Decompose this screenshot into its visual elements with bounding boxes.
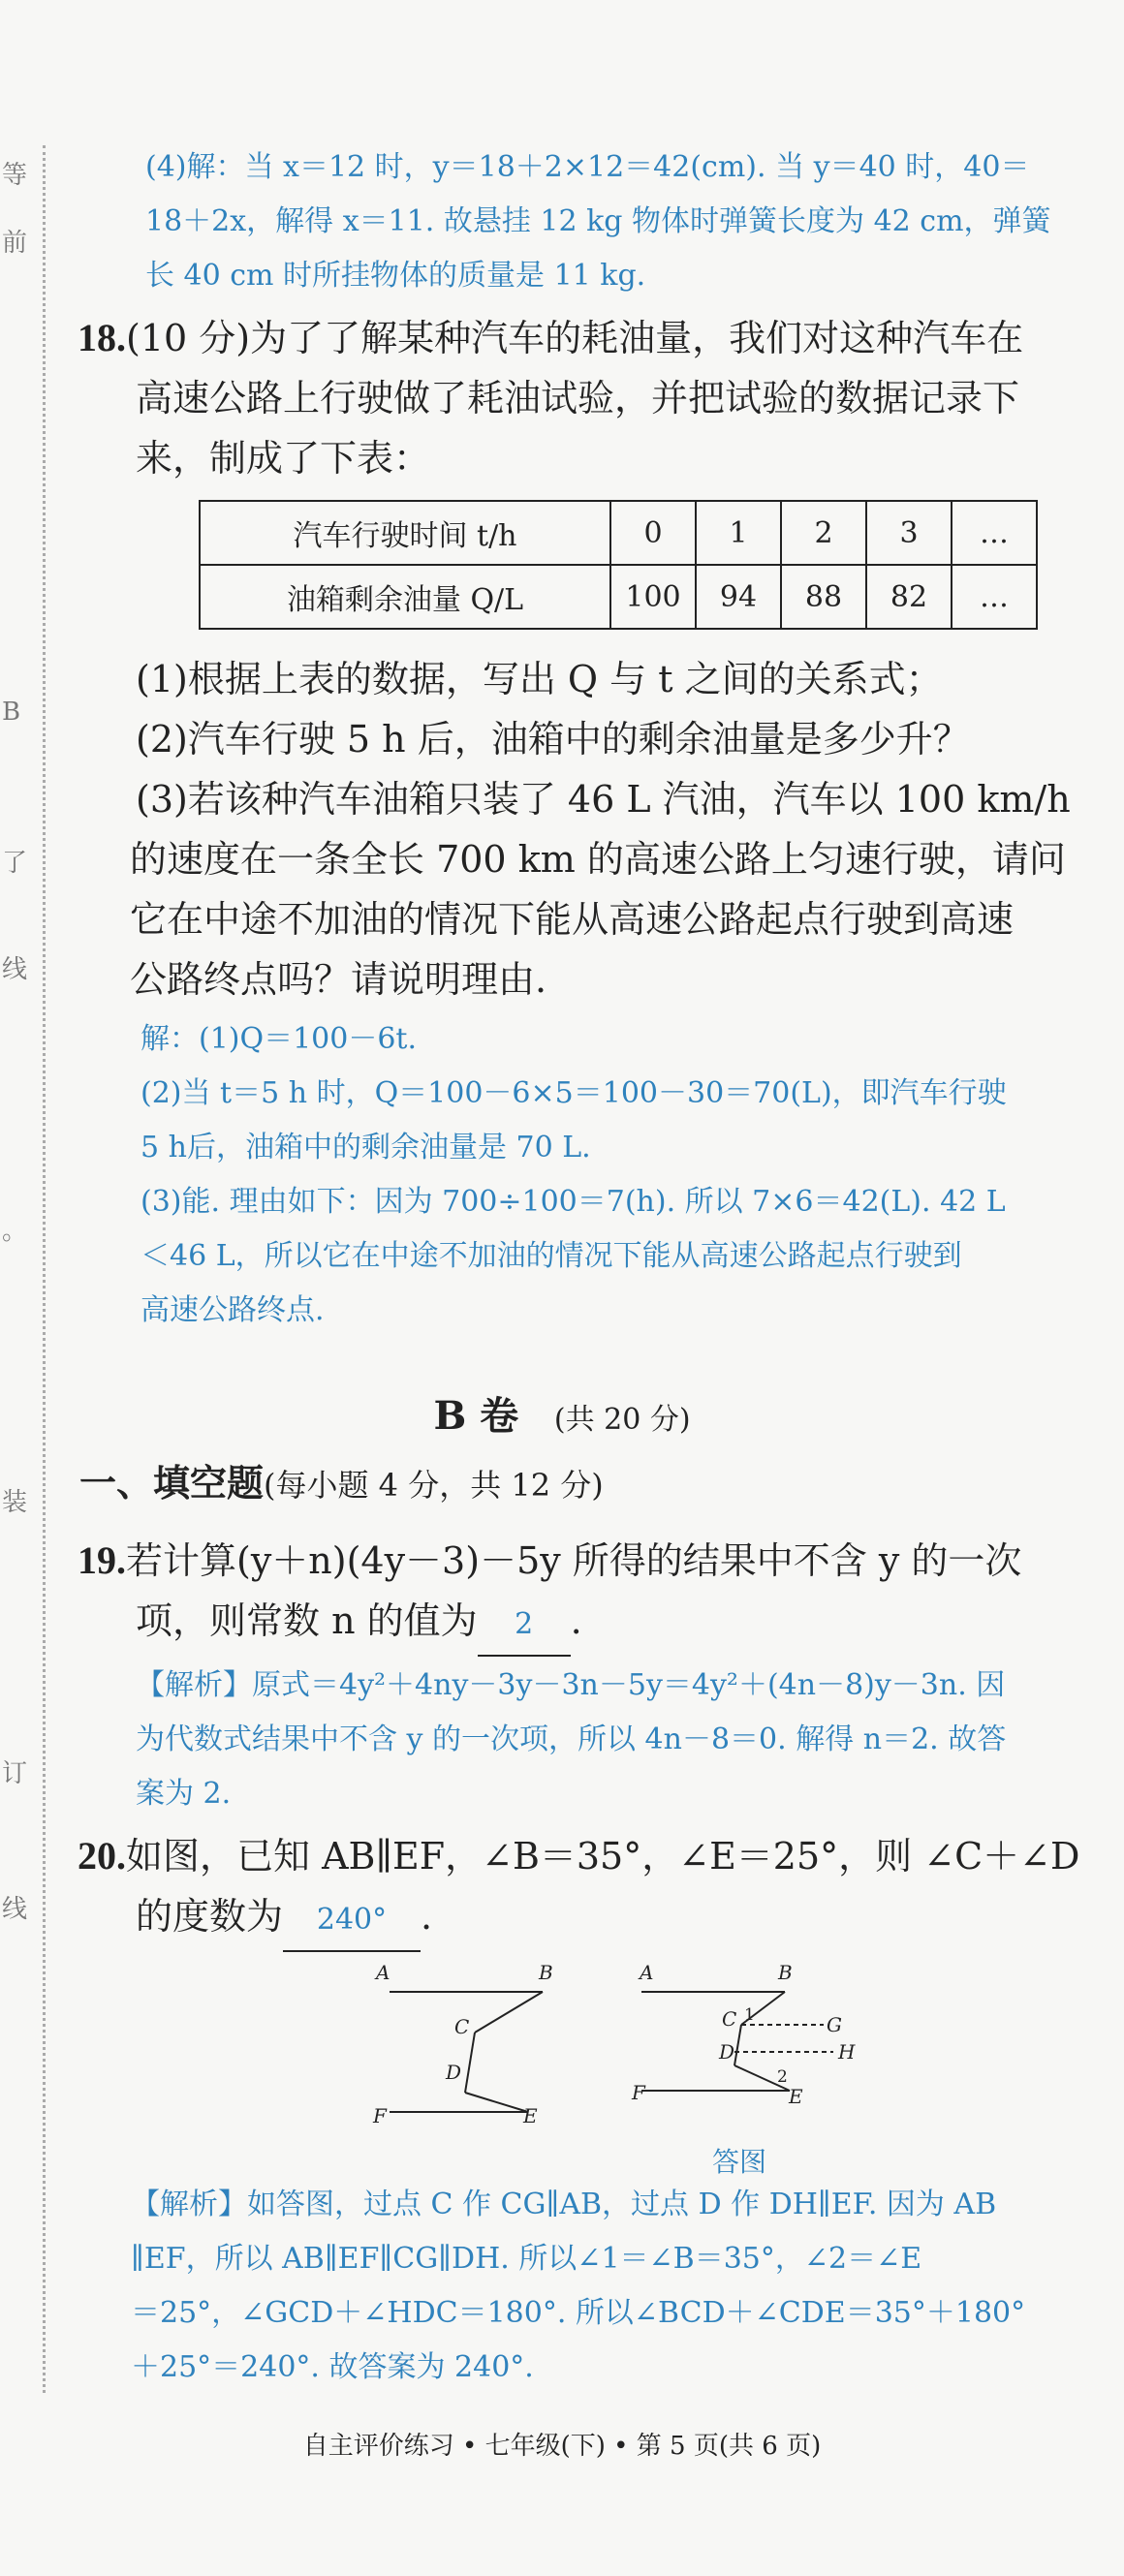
question-number: 19. (78, 1538, 126, 1582)
label-g: G (827, 2013, 842, 2036)
margin-char: 线 (2, 1895, 28, 1924)
table-row (200, 501, 1037, 565)
label-b: B (778, 1961, 793, 1984)
q18-solution (140, 1012, 1085, 1338)
question-text: 的度数为 (136, 1895, 284, 1938)
explanation-line: ＝25°，∠GCD＋∠HDC＝180°. 所以∠BCD＋∠CDE＝35°＋180° (131, 2296, 1026, 2330)
fuel-data-table (199, 500, 1038, 630)
table-row (200, 565, 1037, 629)
row-header: 汽车行驶时间 t/h (200, 501, 610, 565)
explanation-line: 为代数式结果中不含 y 的一次项，所以 4n－8＝0. 解得 n＝2. 故答 (136, 1723, 1007, 1756)
table-cell: 3 (866, 501, 952, 565)
subquestion: (1)根据上表的数据，写出 Q 与 t 之间的关系式； (136, 658, 943, 700)
question-text: . (421, 1895, 433, 1938)
label-e: E (523, 2104, 538, 2127)
angle-2-label: 2 (777, 2067, 788, 2087)
segment-cd (465, 2033, 475, 2093)
section-score: (共 20 分) (553, 1403, 691, 1437)
table-cell: 0 (610, 501, 696, 565)
solution-line: (2)当 t＝5 h 时，Q＝100－6×5＝100－30＝70(L)，即汽车行驶 (140, 1076, 1007, 1110)
row-header: 油箱剩余油量 Q/L (200, 565, 610, 629)
question-text: (10 分)为了了解某种汽车的耗油量，我们对这种汽车在 (126, 317, 1024, 359)
margin-char: 订 (2, 1759, 28, 1788)
question-text: 项，则常数 n 的值为 (136, 1599, 478, 1642)
answer-blank: 2 (478, 1595, 571, 1657)
subquestion: 它在中途不加油的情况下能从高速公路起点行驶到高速 (130, 898, 1015, 941)
margin-char: 了 (2, 849, 28, 878)
question-text: 若计算(y＋n)(4y－3)－5y 所得的结果中不含 y 的一次 (126, 1539, 1022, 1582)
q19-explanation (136, 1659, 1085, 1821)
subquestion: (3)若该种汽车油箱只装了 46 L 汽油，汽车以 100 km/h (136, 778, 1071, 821)
question-number: 20. (78, 1834, 126, 1878)
question-text: . (570, 1599, 582, 1642)
table-cell: 100 (610, 565, 696, 629)
label-a: A (376, 1961, 390, 1984)
label-c: C (454, 2015, 470, 2038)
segment-cd (734, 2025, 741, 2065)
segment-de (465, 2093, 528, 2112)
q20-explanation (131, 2178, 1085, 2395)
table-cell: 94 (696, 565, 781, 629)
table-cell: … (952, 565, 1037, 629)
q18-question (78, 308, 1085, 488)
margin-char: 线 (2, 955, 28, 984)
part-note: (每小题 4 分，共 12 分) (264, 1467, 604, 1504)
label-b: B (539, 1961, 553, 1984)
q20-question (78, 1826, 1085, 1952)
question-text: 高速公路上行驶做了耗油试验，并把试验的数据记录下 (136, 377, 1020, 419)
margin-char: B (2, 698, 21, 727)
label-f: F (632, 2081, 645, 2104)
table-cell: … (952, 501, 1037, 565)
figure-caption: 答图 (712, 2146, 767, 2178)
margin-char: 前 (2, 229, 28, 258)
answer-blank: 240° (283, 1890, 421, 1952)
margin-char: 等 (2, 161, 28, 190)
solution-line: 高速公路终点. (140, 1293, 325, 1327)
figure-original (368, 1957, 581, 2151)
part1-heading (79, 1453, 1085, 1515)
subquestion: 公路终点吗？请说明理由. (130, 958, 547, 1001)
angle-1-label: 1 (744, 2005, 755, 2025)
label-d: D (446, 2061, 462, 2084)
segment-bc (475, 1992, 543, 2033)
table-cell: 1 (696, 501, 781, 565)
section-b-heading (0, 1385, 1124, 1441)
label-a: A (640, 1961, 654, 1984)
table-cell: 88 (781, 565, 866, 629)
binding-margin-line (43, 145, 46, 2393)
question-text: 如图，已知 AB∥EF，∠B＝35°，∠E＝25°，则 ∠C＋∠D (126, 1835, 1080, 1878)
margin-char: 装 (2, 1488, 28, 1517)
subquestion: 的速度在一条全长 700 km 的高速公路上匀速行驶，请问 (130, 838, 1066, 881)
page-footer: 自主评价练习 • 七年级(下) • 第 5 页(共 6 页) (302, 2432, 822, 2461)
label-e: E (789, 2085, 803, 2108)
solution-line: 解：(1)Q＝100－6t. (140, 1022, 418, 1056)
solution-line: (4)解：当 x＝12 时，y＝18＋2×12＝42(cm). 当 y＝40 时，40＝ (145, 150, 1030, 184)
explanation-line: 【解析】如答图，过点 C 作 CG∥AB，过点 D 作 DH∥EF. 因为 AB (131, 2188, 997, 2221)
question-text: 来，制成了下表： (136, 437, 431, 480)
section-title: B 卷 (433, 1393, 519, 1439)
explanation-line: 【解析】原式＝4y²＋4ny－3y－3n－5y＝4y²＋(4n－8)y－3n. 因 (136, 1668, 1006, 1702)
explanation-line: 案为 2. (136, 1777, 232, 1811)
solution-line: 长 40 cm 时所挂物体的质量是 11 kg. (145, 259, 646, 293)
label-f: F (373, 2104, 387, 2127)
explanation-line: ＋25°＝240°. 故答案为 240°. (131, 2350, 534, 2384)
figure-answer (630, 1957, 862, 2151)
label-d: D (719, 2040, 735, 2064)
solution-line: 5 h后，油箱中的剩余油量是 70 L. (140, 1131, 591, 1164)
table-cell: 82 (866, 565, 952, 629)
margin-char: 。 (2, 1217, 28, 1246)
label-h: H (838, 2040, 856, 2064)
solution-line: ＜46 L，所以它在中途不加油的情况下能从高速公路起点行驶到 (140, 1239, 962, 1273)
table-cell: 2 (781, 501, 866, 565)
solution-line: (3)能. 理由如下：因为 700÷100＝7(h). 所以 7×6＝42(L). 42 L (140, 1185, 1006, 1219)
q18-subquestions (130, 649, 1085, 1009)
q19-question (78, 1531, 1085, 1657)
explanation-line: ∥EF，所以 AB∥EF∥CG∥DH. 所以∠1＝∠B＝35°，∠2＝∠E (131, 2242, 922, 2276)
question-number: 18. (78, 316, 126, 359)
subquestion: (2)汽车行驶 5 h 后，油箱中的剩余油量是多少升？ (136, 718, 970, 760)
label-c: C (722, 2007, 737, 2031)
part-title: 一、填空题 (79, 1461, 265, 1505)
q17-part4-solution (145, 140, 1085, 303)
solution-line: 18＋2x，解得 x＝11. 故悬挂 12 kg 物体时弹簧长度为 42 cm，弹簧 (145, 204, 1051, 238)
